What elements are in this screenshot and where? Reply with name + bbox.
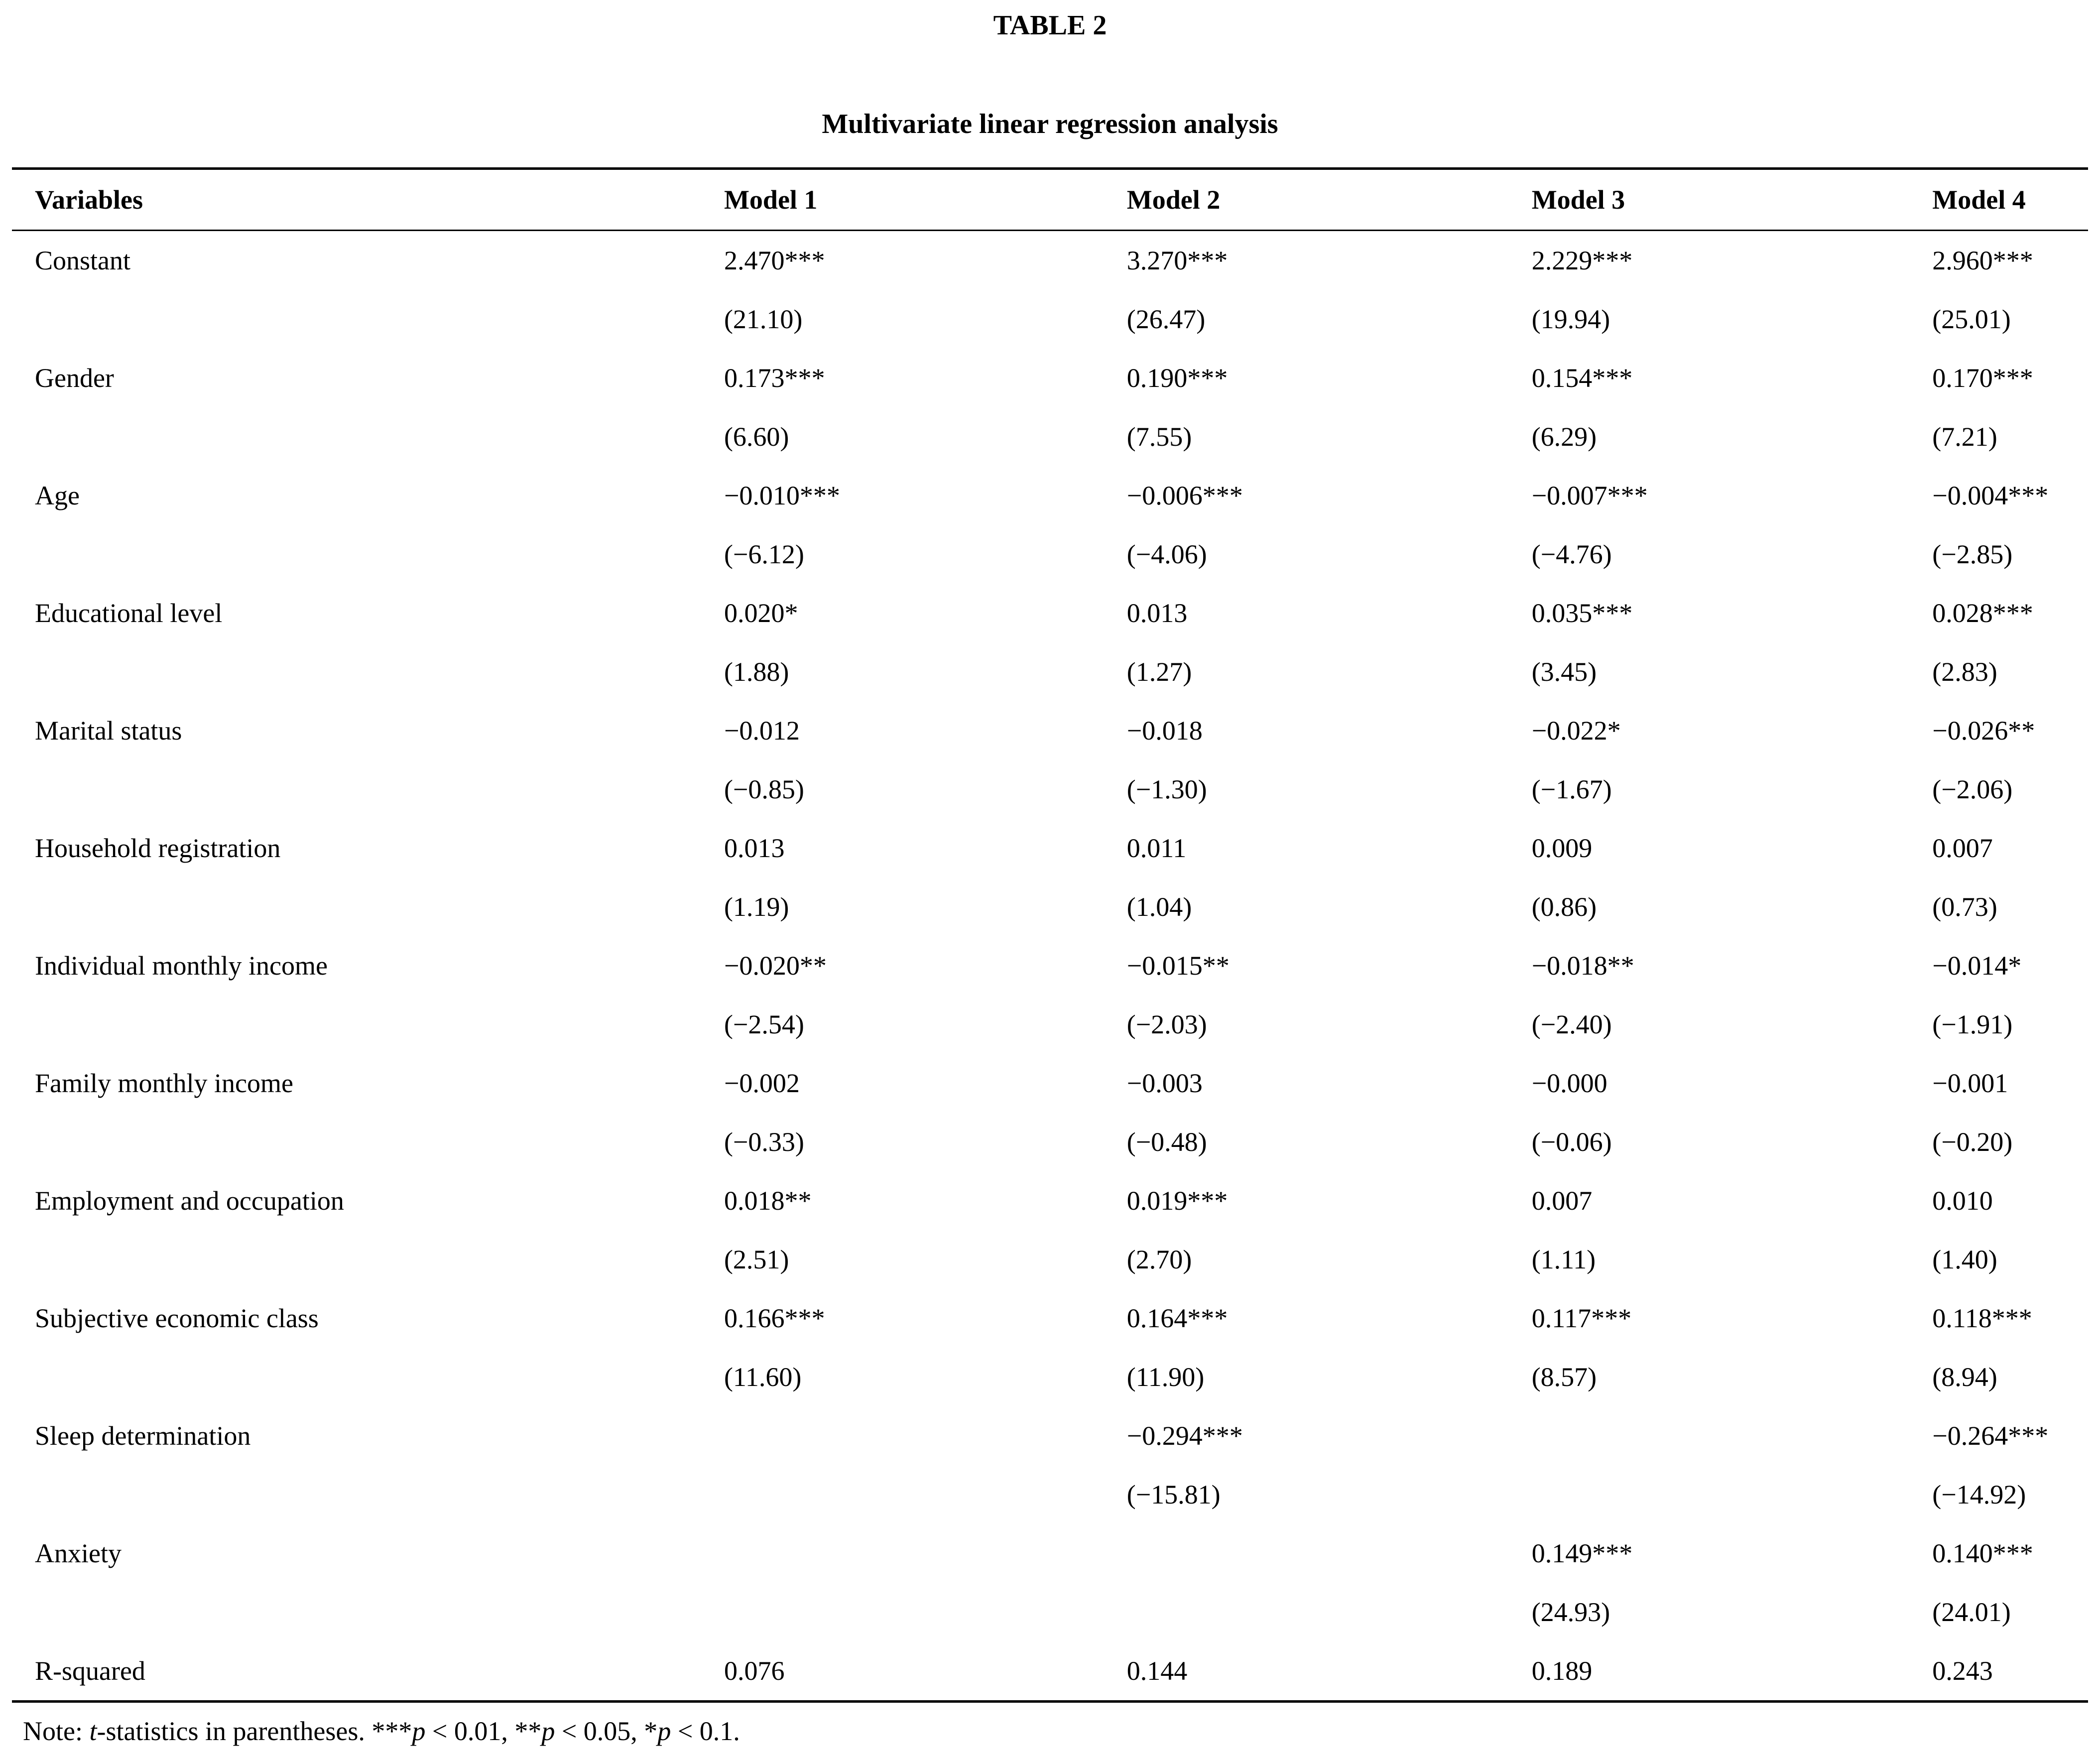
column-header-model-4: Model 4 bbox=[1932, 185, 2026, 215]
coefficient-row bbox=[12, 231, 2088, 290]
coefficient-value bbox=[724, 1406, 1127, 1465]
coefficient-value: −0.022* bbox=[1531, 716, 1621, 746]
tstat-value: (0.86) bbox=[1531, 892, 1597, 922]
tstat-row bbox=[12, 760, 2088, 819]
table-note bbox=[12, 1714, 2088, 1749]
coefficient-value: −0.000 bbox=[1531, 1068, 1607, 1098]
tstat-value: (3.45) bbox=[1531, 657, 1597, 687]
tstat-value: (−6.12) bbox=[724, 539, 804, 569]
coefficient-value: 0.013 bbox=[724, 833, 785, 863]
tstat-value: (−1.67) bbox=[1531, 774, 1612, 804]
empty-label-cell bbox=[12, 290, 724, 349]
tstat-row bbox=[12, 1465, 2088, 1524]
tstat-value bbox=[724, 1465, 1127, 1524]
tstat-value: (24.93) bbox=[1531, 1597, 1610, 1627]
coefficient-value: −0.002 bbox=[724, 1068, 800, 1098]
coefficient-value: −0.018 bbox=[1126, 716, 1203, 746]
coefficient-row bbox=[12, 1641, 2088, 1702]
tstat-value: (−0.06) bbox=[1531, 1127, 1612, 1157]
coefficient-value: 0.144 bbox=[1126, 1656, 1188, 1686]
tstat-value: (6.29) bbox=[1531, 422, 1597, 452]
coefficient-value: −0.006*** bbox=[1126, 481, 1243, 510]
regression-table bbox=[12, 167, 2088, 1703]
tstat-value bbox=[1532, 1465, 1933, 1524]
coefficient-value: −0.012 bbox=[724, 716, 800, 746]
coefficient-value: −0.294*** bbox=[1126, 1421, 1243, 1451]
tstat-value: (8.57) bbox=[1531, 1362, 1597, 1392]
tstat-value: (1.11) bbox=[1531, 1245, 1596, 1274]
tstat-row bbox=[12, 407, 2088, 466]
coefficient-row bbox=[12, 1171, 2088, 1230]
variable-label: Educational level bbox=[35, 598, 223, 628]
tstat-value: (1.19) bbox=[724, 892, 789, 922]
tstat-value: (2.83) bbox=[1932, 657, 1997, 687]
coefficient-value bbox=[1532, 1406, 1933, 1465]
tstat-value: (−2.40) bbox=[1531, 1009, 1612, 1039]
tstat-value: (−4.76) bbox=[1531, 539, 1612, 569]
note-italic-symbol: p bbox=[412, 1716, 426, 1746]
coefficient-row bbox=[12, 701, 2088, 760]
tstat-value: (8.94) bbox=[1932, 1362, 1997, 1392]
empty-label-cell bbox=[12, 525, 724, 584]
tstat-row bbox=[12, 290, 2088, 349]
tstat-row bbox=[12, 1583, 2088, 1641]
empty-label-cell bbox=[12, 1113, 724, 1171]
empty-label-cell bbox=[12, 995, 724, 1054]
variable-label: Employment and occupation bbox=[35, 1186, 344, 1216]
coefficient-row bbox=[12, 349, 2088, 407]
coefficient-value: −0.010*** bbox=[724, 481, 840, 510]
coefficient-value: −0.003 bbox=[1126, 1068, 1203, 1098]
coefficient-value: −0.001 bbox=[1932, 1068, 2008, 1098]
tstat-row bbox=[12, 525, 2088, 584]
variable-label: Individual monthly income bbox=[35, 951, 328, 981]
coefficient-value: 0.149*** bbox=[1531, 1538, 1633, 1568]
note-text-segment: < 0.01, ** bbox=[425, 1716, 542, 1746]
tstat-row bbox=[12, 1113, 2088, 1171]
coefficient-row bbox=[12, 1054, 2088, 1113]
note-text-segment: < 0.1. bbox=[671, 1716, 740, 1746]
tstat-value: (−2.03) bbox=[1126, 1009, 1207, 1039]
tstat-value: (−14.92) bbox=[1932, 1480, 2026, 1509]
column-header-variables: Variables bbox=[35, 185, 143, 215]
variable-label: Subjective economic class bbox=[35, 1303, 319, 1333]
coefficient-value: 0.009 bbox=[1531, 833, 1593, 863]
coefficient-value: 0.028*** bbox=[1932, 598, 2033, 628]
coefficient-row bbox=[12, 1406, 2088, 1465]
coefficient-value: 0.076 bbox=[724, 1656, 785, 1686]
coefficient-value: 0.019*** bbox=[1126, 1186, 1228, 1216]
coefficient-value: 0.170*** bbox=[1932, 363, 2033, 393]
tstat-value: (25.01) bbox=[1932, 304, 2011, 334]
tstat-value: (1.27) bbox=[1126, 657, 1192, 687]
tstat-value: (−1.30) bbox=[1126, 774, 1207, 804]
coefficient-value: 2.229*** bbox=[1531, 246, 1633, 275]
note-text-segment: Note: bbox=[23, 1716, 90, 1746]
tstat-value: (11.60) bbox=[724, 1362, 802, 1392]
coefficient-value: −0.014* bbox=[1932, 951, 2022, 981]
tstat-row bbox=[12, 1348, 2088, 1406]
coefficient-value bbox=[1127, 1524, 1532, 1583]
coefficient-value: 0.018** bbox=[724, 1186, 812, 1216]
empty-label-cell bbox=[12, 642, 724, 701]
coefficient-value: 0.007 bbox=[1531, 1186, 1593, 1216]
coefficient-value: 0.243 bbox=[1932, 1656, 1993, 1686]
note-text-segment: -statistics in parentheses. *** bbox=[97, 1716, 412, 1746]
variable-label: Household registration bbox=[35, 833, 281, 863]
tstat-value: (24.01) bbox=[1932, 1597, 2011, 1627]
coefficient-value: 0.118*** bbox=[1932, 1303, 2032, 1333]
tstat-value: (2.51) bbox=[724, 1245, 789, 1274]
variable-label: Gender bbox=[35, 363, 114, 393]
variable-label: Anxiety bbox=[35, 1538, 122, 1568]
coefficient-value: −0.018** bbox=[1531, 951, 1634, 981]
coefficient-row bbox=[12, 819, 2088, 878]
tstat-value: (7.21) bbox=[1932, 422, 1997, 452]
note-italic-symbol: p bbox=[657, 1716, 671, 1746]
coefficient-value: 0.166*** bbox=[724, 1303, 825, 1333]
tstat-value bbox=[1127, 1583, 1532, 1641]
column-header-model-1: Model 1 bbox=[724, 185, 818, 215]
tstat-value: (−0.20) bbox=[1932, 1127, 2013, 1157]
coefficient-value: −0.007*** bbox=[1531, 481, 1648, 510]
coefficient-row bbox=[12, 466, 2088, 525]
coefficient-value: 3.270*** bbox=[1126, 246, 1228, 275]
tstat-value: (−0.85) bbox=[724, 774, 804, 804]
note-italic-symbol: t bbox=[89, 1716, 97, 1746]
coefficient-value: 0.190*** bbox=[1126, 363, 1228, 393]
empty-label-cell bbox=[12, 407, 724, 466]
header-row bbox=[12, 169, 2088, 231]
table-title: TABLE 2 bbox=[993, 10, 1107, 41]
tstat-value: (19.94) bbox=[1531, 304, 1610, 334]
empty-label-cell bbox=[12, 1465, 724, 1524]
coefficient-value: 0.117*** bbox=[1531, 1303, 1632, 1333]
tstat-value: (11.90) bbox=[1126, 1362, 1205, 1392]
tstat-value: (−2.85) bbox=[1932, 539, 2013, 569]
tstat-value: (6.60) bbox=[724, 422, 789, 452]
tstat-row bbox=[12, 995, 2088, 1054]
tstat-value: (−0.48) bbox=[1126, 1127, 1207, 1157]
coefficient-value: 0.011 bbox=[1126, 833, 1187, 863]
coefficient-value: 0.007 bbox=[1932, 833, 1993, 863]
tstat-value: (1.04) bbox=[1126, 892, 1192, 922]
variable-label: Marital status bbox=[35, 716, 182, 746]
variable-label: Age bbox=[35, 481, 80, 510]
coefficient-value: 0.173*** bbox=[724, 363, 825, 393]
coefficient-value: 0.010 bbox=[1932, 1186, 1993, 1216]
column-header-model-2: Model 2 bbox=[1126, 185, 1221, 215]
variable-label: Sleep determination bbox=[35, 1421, 251, 1451]
coefficient-value: 0.164*** bbox=[1126, 1303, 1228, 1333]
column-header-model-3: Model 3 bbox=[1531, 185, 1625, 215]
tstat-row bbox=[12, 1230, 2088, 1289]
tstat-value: (2.70) bbox=[1126, 1245, 1192, 1274]
tstat-value: (0.73) bbox=[1932, 892, 1997, 922]
coefficient-value: −0.026** bbox=[1932, 716, 2035, 746]
empty-label-cell bbox=[12, 760, 724, 819]
table-header bbox=[12, 169, 2088, 231]
empty-label-cell bbox=[12, 1348, 724, 1406]
tstat-value: (21.10) bbox=[724, 304, 803, 334]
coefficient-row bbox=[12, 1289, 2088, 1348]
coefficient-row bbox=[12, 936, 2088, 995]
tstat-value bbox=[724, 1583, 1127, 1641]
coefficient-value: 0.189 bbox=[1531, 1656, 1593, 1686]
coefficient-value: 0.035*** bbox=[1531, 598, 1633, 628]
table-body bbox=[12, 231, 2088, 1702]
coefficient-value: −0.020** bbox=[724, 951, 827, 981]
coefficient-value bbox=[724, 1524, 1127, 1583]
tstat-value: (−1.91) bbox=[1932, 1009, 2013, 1039]
coefficient-value: 2.470*** bbox=[724, 246, 825, 275]
coefficient-value: −0.015** bbox=[1126, 951, 1230, 981]
tstat-value: (−4.06) bbox=[1126, 539, 1207, 569]
variable-label: R-squared bbox=[35, 1656, 145, 1686]
note-text-segment: < 0.05, * bbox=[555, 1716, 658, 1746]
tstat-value: (−0.33) bbox=[724, 1127, 804, 1157]
coefficient-value: −0.264*** bbox=[1932, 1421, 2049, 1451]
coefficient-row bbox=[12, 1524, 2088, 1583]
empty-label-cell bbox=[12, 1583, 724, 1641]
variable-label: Family monthly income bbox=[35, 1068, 293, 1098]
tstat-value: (1.40) bbox=[1932, 1245, 1997, 1274]
tstat-value: (1.88) bbox=[724, 657, 789, 687]
tstat-row bbox=[12, 642, 2088, 701]
tstat-row bbox=[12, 878, 2088, 936]
table-subtitle: Multivariate linear regression analysis bbox=[822, 109, 1278, 139]
empty-label-cell bbox=[12, 878, 724, 936]
tstat-value: (−2.06) bbox=[1932, 774, 2013, 804]
coefficient-value: 0.020* bbox=[724, 598, 798, 628]
coefficient-value: 2.960*** bbox=[1932, 246, 2033, 275]
empty-label-cell bbox=[12, 1230, 724, 1289]
coefficient-value: 0.140*** bbox=[1932, 1538, 2033, 1568]
note-italic-symbol: p bbox=[541, 1716, 555, 1746]
variable-label: Constant bbox=[35, 246, 131, 275]
tstat-value: (−15.81) bbox=[1126, 1480, 1221, 1509]
tstat-value: (−2.54) bbox=[724, 1009, 804, 1039]
coefficient-value: 0.013 bbox=[1126, 598, 1188, 628]
tstat-value: (7.55) bbox=[1126, 422, 1192, 452]
coefficient-row bbox=[12, 584, 2088, 642]
tstat-value: (26.47) bbox=[1126, 304, 1206, 334]
coefficient-value: −0.004*** bbox=[1932, 481, 2049, 510]
coefficient-value: 0.154*** bbox=[1531, 363, 1633, 393]
